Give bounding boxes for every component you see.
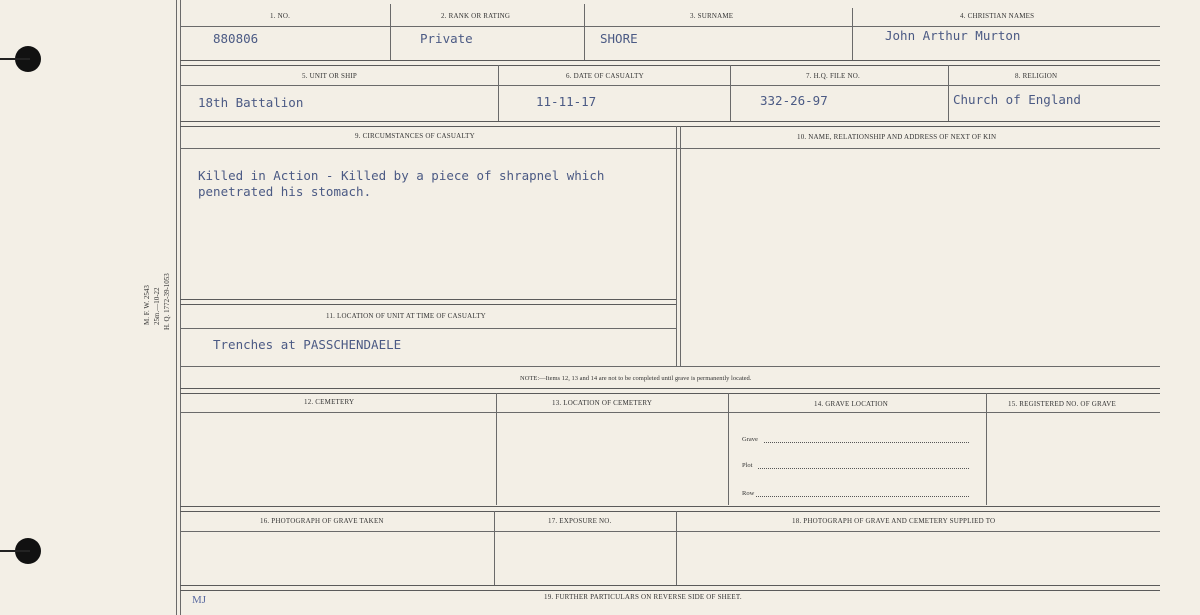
label-exposure: 17. EXPOSURE NO. xyxy=(548,517,612,525)
value-christian-names: John Arthur Murton xyxy=(885,28,1021,43)
label-circumstances: 9. CIRCUMSTANCES OF CASUALTY xyxy=(355,132,475,140)
label-location: 11. LOCATION OF UNIT AT TIME OF CASUALTY xyxy=(326,312,486,320)
label-cemetery-location: 13. LOCATION OF CEMETERY xyxy=(552,399,653,407)
label-no: 1. NO. xyxy=(270,12,291,20)
label-christian-names: 4. CHRISTIAN NAMES xyxy=(960,12,1035,20)
label-cemetery: 12. CEMETERY xyxy=(304,398,355,406)
value-hq-file: 332-26-97 xyxy=(760,93,828,108)
value-religion: Church of England xyxy=(953,92,1081,107)
side-print-info-3: H. Q. 1772-39-1053 xyxy=(163,273,171,330)
value-location: Trenches at PASSCHENDAELE xyxy=(213,337,402,352)
label-unit: 5. UNIT OR SHIP xyxy=(302,72,357,80)
label-surname: 3. SURNAME xyxy=(690,12,734,20)
value-circumstances-line2: penetrated his stomach. xyxy=(198,184,372,199)
label-further-particulars: 19. FURTHER PARTICULARS ON REVERSE SIDE OF SHEET. xyxy=(544,593,742,601)
value-rank: Private xyxy=(420,31,473,46)
value-surname: SHORE xyxy=(600,31,638,46)
label-registered-no: 15. REGISTERED NO. OF GRAVE xyxy=(1008,400,1116,408)
value-no: 880806 xyxy=(213,31,259,46)
label-hq-file: 7. H.Q. FILE NO. xyxy=(806,72,860,80)
initials-mark: MJ xyxy=(192,594,207,606)
label-date: 6. DATE OF CASUALTY xyxy=(566,72,644,80)
label-photo-taken: 16. PHOTOGRAPH OF GRAVE TAKEN xyxy=(260,517,384,525)
value-circumstances-line1: Killed in Action - Killed by a piece of shrapnel which xyxy=(198,168,605,183)
label-plot: Plot xyxy=(742,462,753,469)
value-unit: 18th Battalion xyxy=(198,95,304,110)
label-next-of-kin: 10. NAME, RELATIONSHIP AND ADDRESS OF NEXT OF KIN xyxy=(797,133,997,141)
note-text: NOTE:—Items 12, 13 and 14 are not to be completed until grave is permanently located. xyxy=(520,375,752,382)
side-print-info-2: 25m.—10-22 xyxy=(153,287,161,325)
label-grave-location: 14. GRAVE LOCATION xyxy=(814,400,889,408)
side-print-info-1: M. F. W. 2543 xyxy=(143,285,151,325)
label-photo-supplied: 18. PHOTOGRAPH OF GRAVE AND CEMETERY SUPPLIED TO xyxy=(792,517,996,525)
label-religion: 8. RELIGION xyxy=(1015,72,1058,80)
label-row: Row xyxy=(742,490,755,497)
label-rank: 2. RANK OR RATING xyxy=(441,12,511,20)
value-date: 11-11-17 xyxy=(536,94,597,109)
label-grave: Grave xyxy=(742,436,758,443)
